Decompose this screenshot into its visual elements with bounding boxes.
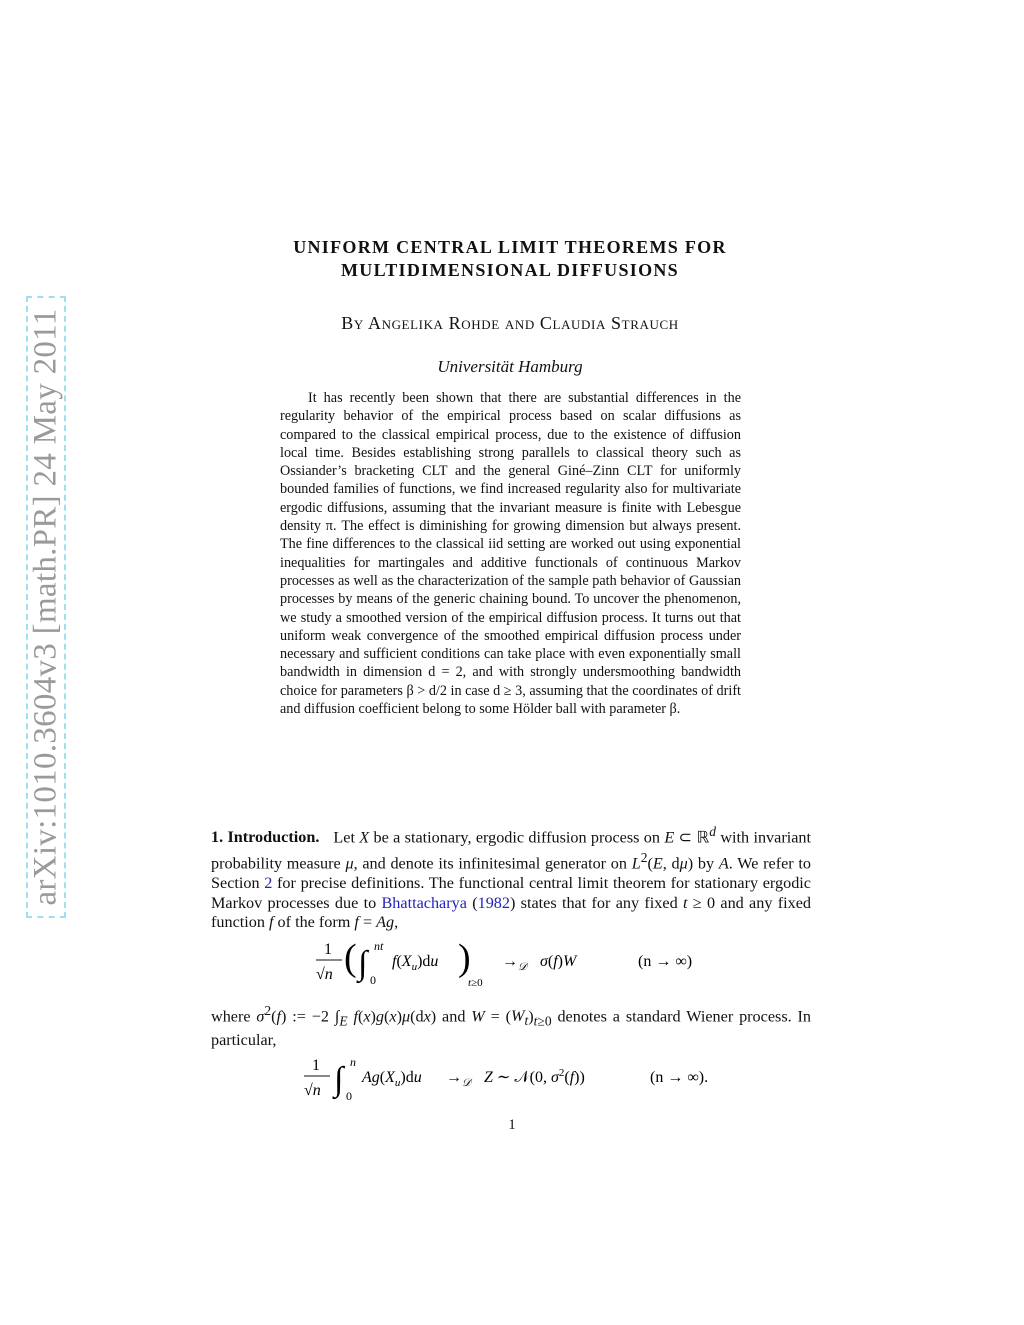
equation-clt bbox=[300, 1050, 740, 1106]
svg-text:0: 0 bbox=[346, 1089, 352, 1103]
svg-text:n: n bbox=[350, 1055, 356, 1069]
section-heading: 1. Introduction. bbox=[211, 828, 320, 847]
svg-text:1: 1 bbox=[312, 1057, 320, 1074]
svg-text:∫: ∫ bbox=[358, 945, 368, 982]
svg-text:t≥0: t≥0 bbox=[468, 977, 483, 989]
svg-text:→𝒟: $\to_𝒟$ bbox=[502, 953, 527, 973]
section-link[interactable]: 2 bbox=[264, 873, 273, 892]
citation-author-link[interactable]: Bhattacharya bbox=[381, 893, 467, 912]
abstract: It has recently been shown that there are substantial differences in the regularity behavior of the empirical process based on scalar diffusions as compared to the classical empirical process, due to the existence of diffusion local time. Besides establishing strong parallels to classical theory such as Ossiander’s bracketing CLT and the general Giné–Zinn CLT for uniformly bounded families of functions, we find increased regularity also for multivariate ergodic diffusions, assuming that the invariant measure is finite with Lebesgue density π. The effect is diminishing for growing dimension but always present. The fine differences to the classical iid setting are worked out using exponential inequalities for martingales and additive functionals of continuous Markov processes as well as the characterization of the sample path behavior of Gaussian processes by means of the generic chaining bound. To uncover the phenomenon, we study a smoothed version of the empirical diffusion process. It turns out that uniform weak convergence of the smoothed empirical diffusion process under necessary and sufficient conditions can take place with even exponentially small bandwidth in dimension d = 2, and with strongly undersmoothing bandwidth choice for parameters β > d/2 in case d ≥ 3, assuming that the coordinates of drift and diffusion coefficient belong to some Hölder ball with parameter β. bbox=[280, 390, 741, 718]
paper-title bbox=[200, 236, 820, 282]
title-line-2: MULTIDIMENSIONAL DIFFUSIONS bbox=[341, 260, 679, 280]
svg-text:1: 1 bbox=[324, 941, 332, 958]
equation-fclt-graphic bbox=[312, 934, 732, 990]
svg-text:(: ( bbox=[344, 937, 357, 979]
limit-label-1: (n → ∞) bbox=[638, 953, 693, 970]
equation-clt-graphic bbox=[300, 1050, 740, 1106]
page-number: 1 bbox=[508, 1117, 516, 1133]
introduction-paragraph: 1. Introduction. Let X be a stationary, ergodic diffusion process on E ⊂ ℝ$^d$ with invariant probability measure μ, and denote its infinitesimal generator on $L^2(E$, dμ) by A. We refer to Section 2 for precise definitions. The functional central limit theorem for stationary ergodic Markov processes due to Bhattacharya (1982) states that for any fixed t ≥ 0 and any fixed function f of the form f = Ag, bbox=[211, 824, 812, 932]
citation-year-link[interactable]: 1982 bbox=[477, 893, 510, 912]
equation-fclt bbox=[312, 934, 732, 990]
svg-text:0: 0 bbox=[370, 973, 376, 987]
svg-text:σ(f)W: σ(f)W bbox=[540, 953, 577, 970]
svg-text:): ) bbox=[458, 937, 471, 979]
title-line-1: UNIFORM CENTRAL LIMIT THEOREMS FOR bbox=[293, 237, 727, 257]
svg-text:√n: √n bbox=[304, 1082, 321, 1099]
svg-text:→𝒟: $\to_𝒟$ bbox=[446, 1069, 471, 1089]
svg-text:f(Xu)du: $f(X_u)du$ bbox=[392, 953, 439, 973]
svg-text:∫: ∫ bbox=[334, 1061, 344, 1098]
svg-text:√n: √n bbox=[316, 966, 333, 983]
svg-text:Z ∼ 𝒩(0, σ2(f)): Z ∼ 𝒩(0, $\sigma^2(f)$) bbox=[484, 1067, 585, 1086]
variance-paragraph: where $\sigma^2(f)$ := −2 $\int_E$ f(x)g(x)μ(dx) and $W = (W_t)_{t\ge 0}$ denotes a standard Wiener process. In particular, bbox=[211, 1003, 812, 1050]
svg-text:Ag(Xu)du: $Ag(X_u)du$ bbox=[362, 1069, 422, 1089]
svg-text:nt: nt bbox=[374, 939, 384, 953]
affiliation: Universität Hamburg bbox=[437, 357, 583, 376]
arxiv-identifier: arXiv:1010.3604v3 [math.PR] 24 May 2011 bbox=[27, 308, 64, 906]
arxiv-stamp bbox=[26, 296, 66, 918]
limit-label-2: (n → ∞). bbox=[650, 1069, 709, 1086]
author-line: By Angelika Rohde and Claudia Strauch bbox=[341, 313, 679, 333]
